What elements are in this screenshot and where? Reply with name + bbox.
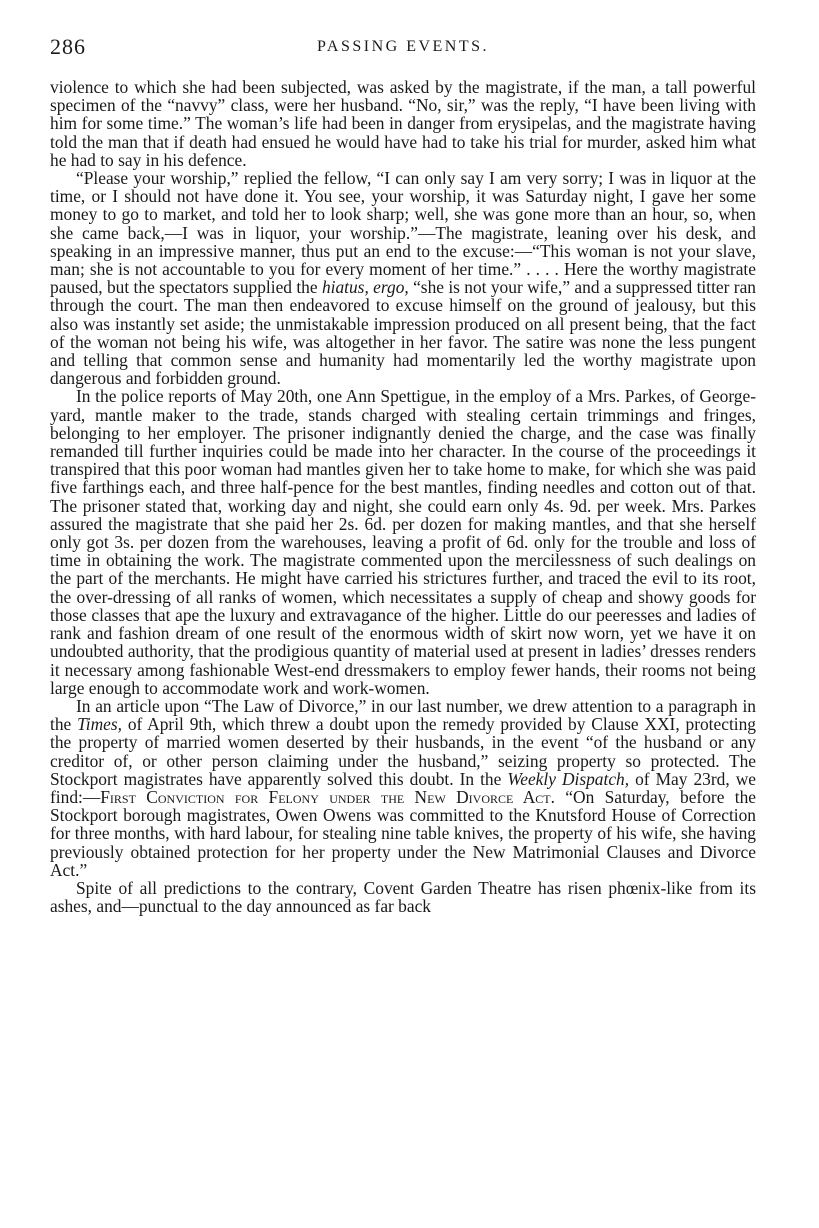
text-run: “On Saturday, before the Stockport borough magistrates, Owen Owens was committed to the Knutsford House of Correction for three months, with hard labour, for stealing nine table knives, the property of his wife, she having previously obtained protection for her property under the New Matrimonial Clauses and Divorce Act.” [50,786,756,880]
page-header [50,34,756,64]
italic-text: Weekly Dispatch, [507,768,630,789]
paragraph [50,387,756,696]
paragraph [50,697,756,879]
running-head: PASSING EVENTS. [316,38,490,55]
paragraph [50,78,756,169]
paragraph [50,169,756,387]
text-run: of April 9th, which threw a doubt upon the remedy provided by Clause XXI, protecting the property of married women deserted by their husbands, in the event “of the husband or any creditor of, or other person claiming under the husband,” seizing property so protected. The Stockport magistrates have apparently solved this doubt. In the [50,714,756,789]
article-body [50,78,756,915]
text-run: Spite of all predictions to the contrary, Covent Garden Theatre has risen phœnix-like from its ashes, and—punctual to the day announced as far back [50,877,756,917]
italic-text: Times, [77,714,123,735]
text-run: In the police reports of May 20th, one Ann Spettigue, in the employ of a Mrs. Parkes, of George-yard, mantle maker to the trade, stands charged with stealing certain trimmings and fringes, belonging to her employer. The prisoner indignantly denied the charge, and the case was finally remanded till further inquiries could be made into her character. In the course of the proceedings it transpired that this poor woman had mantles given her to take home to make, for which she was paid five farthings each, and three half-pence for the best mantles, finding needles and cotton out of that. The prisoner stated that, working day and night, she could earn only 4s. 9d. per week. Mrs. Parkes assured the magistrate that she paid her 2s. 6d. per dozen for making mantles, and that she herself only got 3s. per dozen from the warehouses, leaving a profit of 6d. only for the trouble and loss of time in obtaining the work. The magistrate commented upon the mercilessness of such dealings on the part of the merchants. He might have carried his strictures further, and traced the evil to its root, the over-dressing of all ranks of women, which necessitates a supply of cheap and showy goods for those classes that ape the luxury and extravagance of the higher. Little do our peeresses and ladies of rank and fashion dream of one result of the enormous width of skirt now worn, yet we have it on undoubted authority, that the prodigious quantity of material used at present in ladies’ dresses renders it necessary among fashionable West-end dressmakers to employ fewer hands, their rooms not being large enough to accommodate work and work-women. [50,386,756,698]
text-run: “Please your worship,” replied the fellow, “I can only say I am very sorry; I was in liquor at the time, or I should not have done it. You see, your worship, it was Saturday night, I gave her some money to go to market, and told her to look sharp; well, she was gone more than an hour, so, when she came back,—I was in liquor, your worship.”—The magistrate, leaning over his desk, and speaking in an impressive manner, thus put an end to the excuse:—“This woman is not your slave, man; she is not accountable to you for every moment of her time.” . . . . Here the worthy magistrate paused, but the spectators supplied the [50,168,756,298]
smallcaps-heading: First Conviction for Felony under the New Divorce Act. [100,786,555,807]
text-run: “she is not your wife,” and a suppressed titter ran through the court. The man then endeavored to excuse himself on the ground of jealousy, but this also was instantly set aside; the unmistakable impression produced on all present being, that the fact of the woman not being his wife, was altogether in her favor. The satire was none the less pungent and telling that common sense and humanity had momentarily led the worthy magistrate upon dangerous and forbidden ground. [50,277,756,389]
page-number: 286 [50,34,86,59]
paragraph [50,879,756,915]
text-run: of May 23rd, we find:— [50,768,756,807]
text-run: violence to which she had been subjected, was asked by the magistrate, if the man, a tall powerful specimen of the “navvy” class, were her husband. “No, sir,” was the reply, “I have been living with him for some time.” The woman’s life had been in danger from erysipelas, and the magistrate having told the man that if death had ensued he would have had to take his trial for murder, asked him what he had to say in his defence. [50,77,756,170]
text-run: In an article upon “The Law of Divorce,” in our last number, we drew attention to a paragraph in the [50,695,756,735]
italic-text: hiatus, ergo, [321,277,409,298]
